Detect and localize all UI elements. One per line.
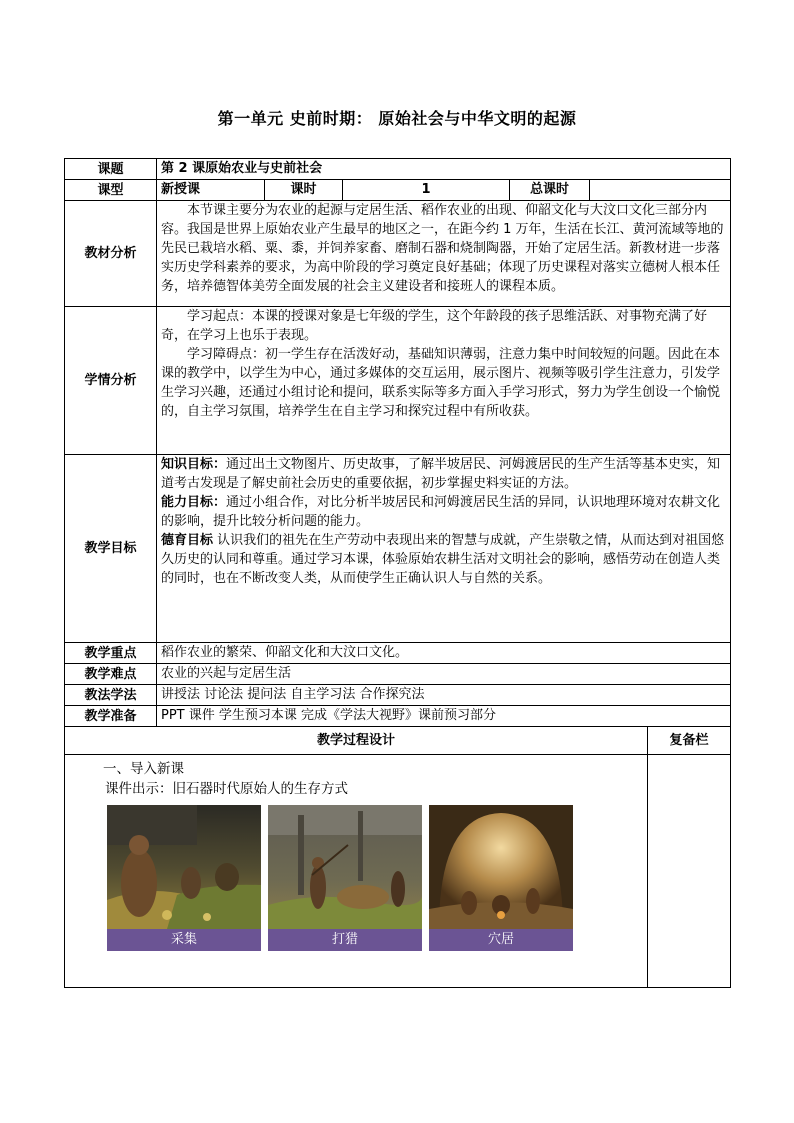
photo-gathering <box>107 805 261 951</box>
difficulties-label: 教学难点 <box>65 664 157 685</box>
hunting-image <box>268 805 422 929</box>
photo-hunting <box>268 805 422 951</box>
photo-cave-dwelling <box>429 805 573 951</box>
moral-goal <box>161 531 726 588</box>
learning-start-text: 学习起点：本课的授课对象是七年级的学生，这个年龄段的孩子思维活跃、对事物充满了好奇，在学习上也乐于表现。 <box>161 309 708 343</box>
photo-row <box>107 805 647 951</box>
page-title: 第一单元 史前时期： 原始社会与中华文明的起源 <box>217 109 577 128</box>
cave-dwelling-image <box>429 805 573 929</box>
gathering-image <box>107 805 261 929</box>
goals-label: 教学目标 <box>65 455 157 643</box>
moral-goal-label: 德育目标 <box>161 533 214 548</box>
caption-hunting: 打猎 <box>268 929 422 951</box>
hours-label: 课时 <box>265 180 343 201</box>
ability-goal-label: 能力目标： <box>161 495 227 510</box>
hours-value: 1 <box>343 180 510 201</box>
review-column-header: 复备栏 <box>648 727 731 755</box>
moral-goal-text: 认识我们的祖先在生产劳动中表现出来的智慧与成就，产生崇敬之情，从而达到对祖国悠久历史的认同和尊重。通过学习本课，体验原始农耕生活对文明社会的影响，感悟劳动在创造人类的同时，也在不断改变人类，从而使学生正确认识人与自然的关系。 <box>161 533 725 586</box>
knowledge-goal <box>161 455 726 493</box>
student-analysis-label: 学情分析 <box>65 307 157 455</box>
caption-gathering: 采集 <box>107 929 261 951</box>
total-hours-label: 总课时 <box>510 180 590 201</box>
type-value: 新授课 <box>157 180 265 201</box>
material-analysis-label: 教材分析 <box>65 201 157 307</box>
material-analysis-text: 本节课主要分为农业的起源与定居生活、稻作农业的出现、仰韶文化与大汶口文化三部分内容。我国是世界上原始农业产生最早的地区之一，在距今约 1 万年，生活在长江、黄河流域等地的先民已栽培水稻、粟、黍，并饲养家畜、磨制石器和烧制陶器，开始了定居生活。新教材进一步落实历史学科素养的要求，为高中阶段的学习奠定良好基础；体现了历史课程对落实立德树人根本任务，培养德智体美劳全面发展的社会主义建设者和接班人的课程本质。 <box>161 203 724 294</box>
review-column <box>648 755 731 988</box>
difficulties-value: 农业的兴起与定居生活 <box>157 664 731 685</box>
topic-value: 第 2 课原始农业与史前社会 <box>157 159 731 180</box>
key-points-value: 稻作农业的繁荣、仰韶文化和大汶口文化。 <box>157 643 731 664</box>
ability-goal-text: 通过小组合作，对比分析半坡居民和河姆渡居民生活的异同，认识地理环境对农耕文化的影响，提升比较分析问题的能力。 <box>161 495 721 529</box>
key-points-label: 教学重点 <box>65 643 157 664</box>
courseware-caption: 课件出示：旧石器时代原始人的生存方式 <box>105 781 348 797</box>
type-label: 课型 <box>65 180 157 201</box>
learning-obstacle-text: 学习障碍点：初一学生存在活泼好动，基础知识薄弱，注意力集中时间较短的问题。因此在本课的教学中，以学生为中心，通过多媒体的交互运用，展示图片、视频等吸引学生注意力，引发学生学习兴趣，还通过小组讨论和提问，联系实际等多方面入手学习形式，努力为学生创设一个愉悦的，自主学习氛围，培养学生在自主学习和探究过程中有所收获。 <box>161 347 721 419</box>
topic-label: 课题 <box>65 159 157 180</box>
knowledge-goal-label: 知识目标： <box>161 457 227 472</box>
lesson-plan-table <box>64 158 731 988</box>
process-header: 教学过程设计 <box>65 727 648 755</box>
knowledge-goal-text: 通过出土文物图片、历史故事，了解半坡居民、河姆渡居民的生产生活等基本史实，知道考古发现是了解史前社会历史的重要依据，初步掌握史料实证的方法。 <box>161 457 721 491</box>
prep-label: 教学准备 <box>65 706 157 727</box>
ability-goal <box>161 493 726 531</box>
intro-heading: 一、导入新课 <box>103 761 184 777</box>
prep-value: PPT 课件 学生预习本课 完成《学法大视野》课前预习部分 <box>157 706 731 727</box>
total-hours-value <box>590 180 731 201</box>
methods-value: 讲授法 讨论法 提问法 自主学习法 合作探究法 <box>157 685 731 706</box>
caption-cave-dwelling: 穴居 <box>429 929 573 951</box>
methods-label: 教法学法 <box>65 685 157 706</box>
process-content <box>65 755 648 988</box>
